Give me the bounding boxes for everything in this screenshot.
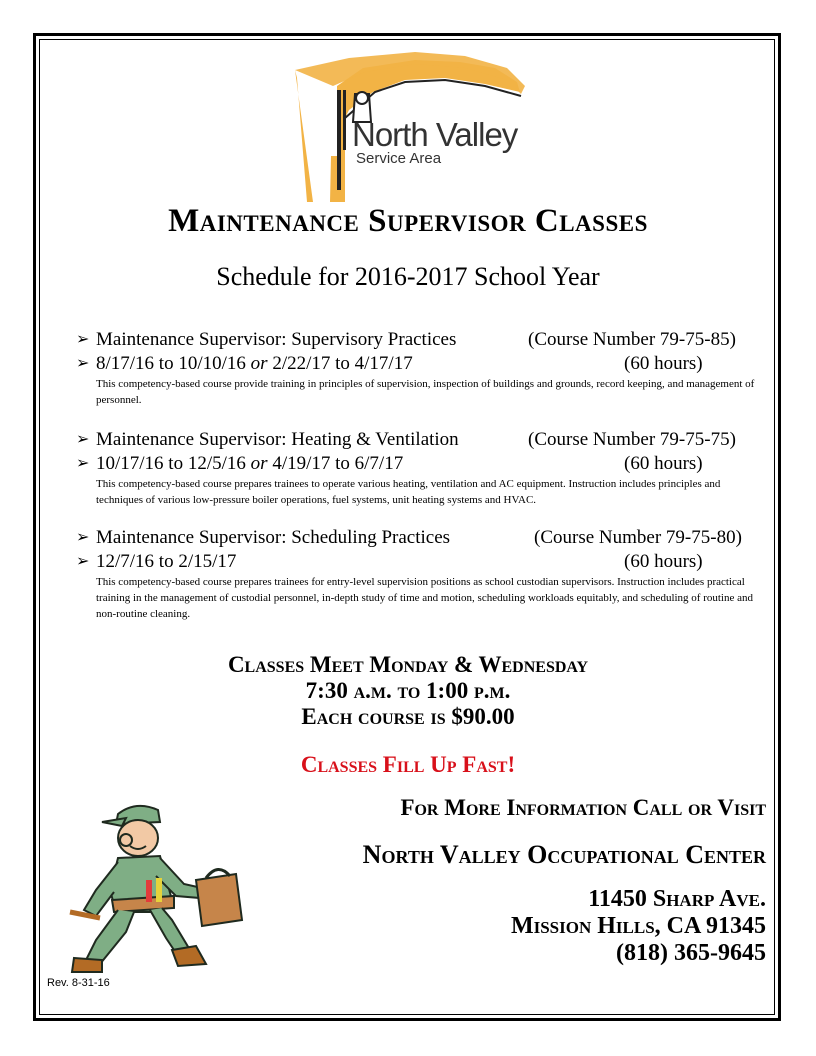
arrow-bullet-icon: ➢	[76, 355, 90, 372]
course-number: (Course Number 79-75-80)	[534, 527, 742, 548]
logo-subtitle: Service Area	[356, 150, 442, 167]
course-name: Maintenance Supervisor: Heating & Ventilation	[96, 429, 459, 450]
address-city: Mission Hills, CA 91345	[510, 913, 766, 939]
arrow-bullet-icon: ➢	[76, 553, 90, 570]
arrow-bullet-icon: ➢	[76, 431, 90, 448]
course-hours: (60 hours)	[624, 353, 703, 374]
course-hours: (60 hours)	[624, 551, 703, 572]
course-description: This competency-based course prepares trainees for entry-level supervision positions as school custodian supervisors. Instruction includes practical training in the management of custodial personnel, in-depth study of time and motion, scheduling workloads equitably, and scheduling of routine and non-routine cleaning.	[96, 576, 754, 620]
arrow-bullet-icon: ➢	[76, 529, 90, 546]
course-dates-line	[76, 452, 776, 476]
course-number: (Course Number 79-75-75)	[528, 429, 736, 450]
contact-call: For More Information Call or Visit	[400, 795, 766, 820]
phone-number: (818) 365-9645	[616, 940, 766, 966]
course-dates: 12/7/16 to 2/15/17	[96, 551, 237, 572]
center-name: North Valley Occupational Center	[362, 840, 766, 869]
course-heating-ventilation	[76, 428, 776, 508]
course-dates: 10/17/16 to 12/5/16 or 4/19/17 to 6/7/17	[96, 453, 404, 474]
arrow-bullet-icon: ➢	[76, 331, 90, 348]
course-hours: (60 hours)	[624, 453, 703, 474]
page-title: Maintenance Supervisor Classes	[168, 203, 648, 239]
course-title-line	[76, 428, 776, 452]
revision-note: Rev. 8-31-16	[47, 977, 110, 989]
course-scheduling-practices	[76, 526, 776, 622]
course-name: Maintenance Supervisor: Supervisory Practices	[96, 329, 457, 350]
course-title-line	[76, 328, 776, 352]
address-street: 11450 Sharp Ave.	[588, 886, 766, 912]
course-title-line	[76, 526, 776, 550]
logo-name: North Valley	[352, 116, 518, 153]
course-number: (Course Number 79-75-85)	[528, 329, 736, 350]
course-dates-line	[76, 550, 776, 574]
page-subtitle: Schedule for 2016-2017 School Year	[216, 262, 600, 291]
meeting-days: Classes Meet Monday & Wednesday	[227, 652, 589, 677]
course-description: This competency-based course provide training in principles of supervision, inspection of buildings and grounds, record keeping, and management of personnel.	[96, 378, 755, 406]
maintenance-worker-icon	[56, 800, 246, 975]
course-dates: 8/17/16 to 10/10/16 or 2/22/17 to 4/17/17	[96, 353, 413, 374]
arrow-bullet-icon: ➢	[76, 455, 90, 472]
fill-up-alert: Classes Fill Up Fast!	[300, 752, 516, 777]
course-name: Maintenance Supervisor: Scheduling Practices	[96, 527, 451, 548]
meeting-time: 7:30 a.m. to 1:00 p.m.	[305, 678, 511, 703]
course-cost: Each course is $90.00	[301, 704, 515, 729]
course-dates-line	[76, 352, 776, 376]
course-supervisory-practices	[76, 328, 776, 408]
course-description: This competency-based course prepares trainees to operate various heating, ventilation and AC equipment. Instruction includes principles and techniques of various low-pressure boiler operations, fuel systems, unit heating systems and HVAC.	[96, 478, 721, 506]
